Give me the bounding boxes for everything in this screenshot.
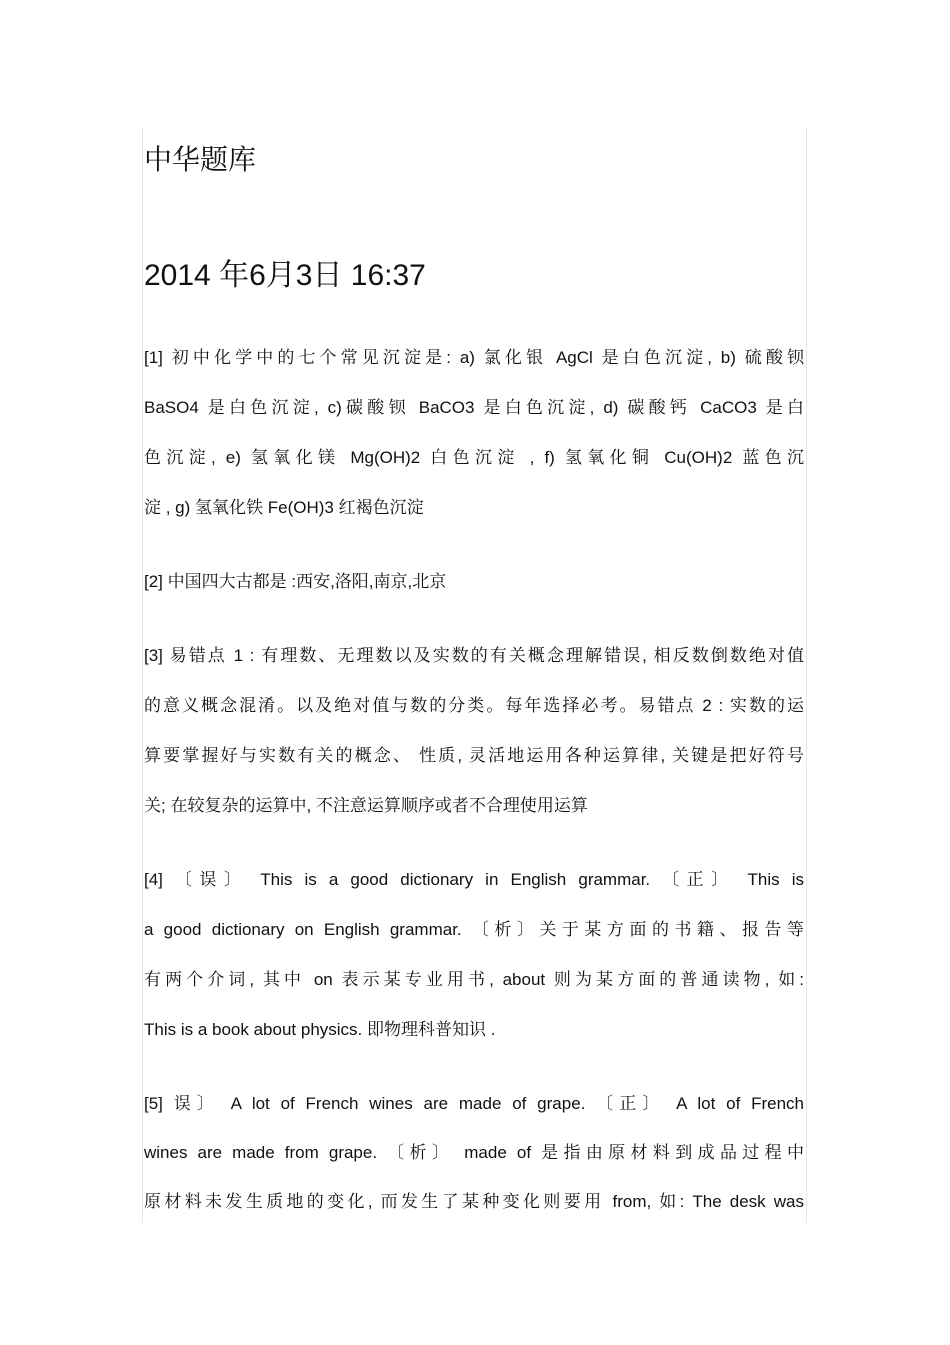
right-margin-rule xyxy=(806,128,807,1223)
item-3-line-2: 的意义概念混淆。以及绝对值与数的分类。每年选择必考。易错点 2 : 实数的运 xyxy=(144,696,804,715)
item-2-line-1: [2] 中国四大古都是 :西安,洛阳,南京,北京 xyxy=(144,572,447,591)
item-4-line-1: [4] 〔误〕 This is a good dictionary in English grammar. 〔正〕 This is xyxy=(144,870,804,889)
document-title: 中华题库 xyxy=(144,143,257,176)
left-margin-rule xyxy=(142,128,143,1223)
item-5-line-2: wines are made from grape. 〔析〕 made of 是指由原材料到成品过程中 xyxy=(144,1143,804,1162)
item-4-line-3: 有两个介词, 其中 on 表示某专业用书, about 则为某方面的普通读物, 如: xyxy=(144,970,804,989)
date-time-heading: 2014 年6月3日 16:37 xyxy=(144,259,426,292)
item-4-line-2: a good dictionary on English grammar. 〔析〕关于某方面的书籍、报告等 xyxy=(144,920,804,939)
item-4-line-4: This is a book about physics. 即物理科普知识 . xyxy=(144,1020,496,1039)
item-3-line-1: [3] 易错点 1 : 有理数、无理数以及实数的有关概念理解错误, 相反数倒数绝对值 xyxy=(144,646,804,665)
item-1-line-1: [1] 初中化学中的七个常见沉淀是: a) 氯化银 AgCl 是白色沉淀, b) 硫酸钡 xyxy=(144,348,804,367)
item-5-line-3: 原材料未发生质地的变化, 而发生了某种变化则要用 from, 如: The desk was xyxy=(144,1192,804,1211)
item-3-line-3: 算要掌握好与实数有关的概念、 性质, 灵活地运用各种运算律, 关键是把好符号 xyxy=(144,746,804,765)
item-1-line-3: 色沉淀, e) 氢氧化镁 Mg(OH)2 白色沉淀 , f) 氢氧化铜 Cu(OH)2 蓝色沉 xyxy=(144,448,804,467)
item-5-line-1: [5] 误〕 A lot of French wines are made of grape. 〔正〕 A lot of French xyxy=(144,1094,804,1113)
item-3-line-4: 关; 在较复杂的运算中, 不注意运算顺序或者不合理使用运算 xyxy=(144,796,588,815)
item-1-line-2: BaSO4 是白色沉淀, c)碳酸钡 BaCO3 是白色沉淀, d) 碳酸钙 CaCO3 是白 xyxy=(144,398,804,417)
item-1-line-4: 淀 , g) 氢氧化铁 Fe(OH)3 红褐色沉淀 xyxy=(144,498,424,517)
